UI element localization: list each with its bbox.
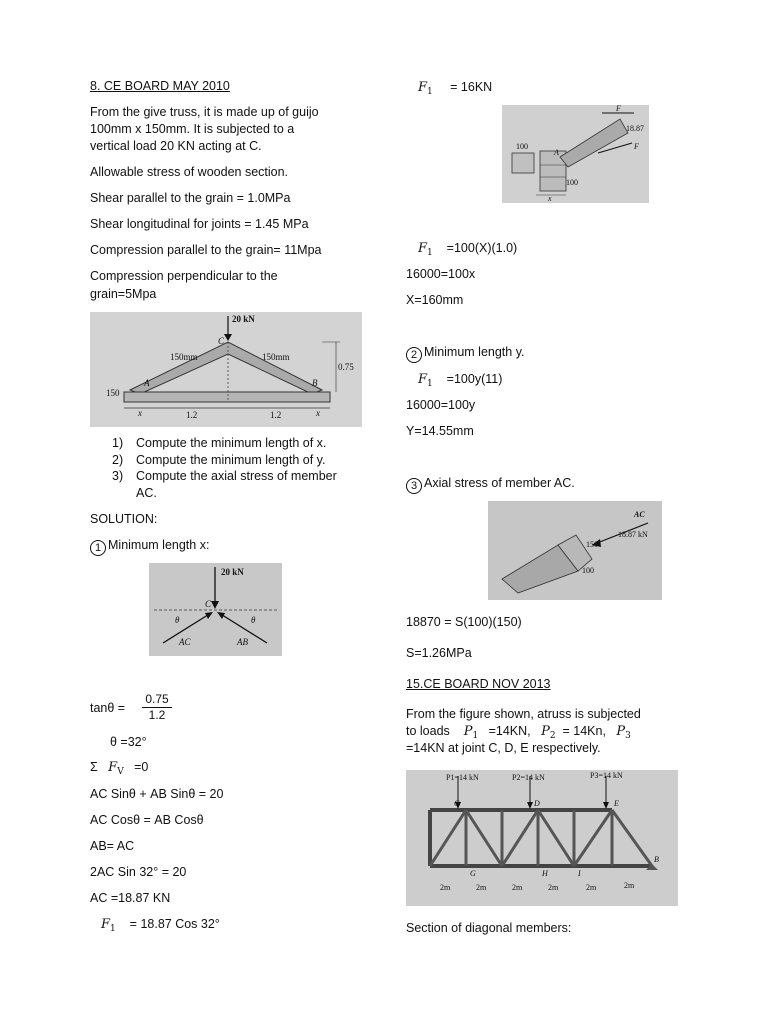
tan-denominator: 1.2 [148,708,166,722]
fig5-b-label: B [654,855,659,864]
fig1-b-label: B [312,378,318,388]
shear-longitudinal-text: Shear longitudinal for joints = 1.45 MPa [90,217,309,231]
solution-heading: SOLUTION: [90,512,158,526]
equation-16000-y: 16000=100y [406,398,476,412]
problem-15-intro: From the figure shown, atruss is subjected [406,707,641,721]
fig3-f1b-label: F [634,142,639,151]
fig1-x1-label: x [138,408,142,418]
fig3-f1-label: F [616,105,621,113]
fig2-theta1-label: θ [175,615,180,625]
compression-perp-line-1: Compression perpendicular to the [90,269,278,283]
section-diagonal-members: Section of diagonal members: [406,921,572,935]
fig4-force-label: 18.87 kN [618,530,648,539]
fig5-dim-1: 2m [440,883,451,892]
question-2: 2) Compute the minimum length of y. [112,452,326,467]
question-1: 1) Compute the minimum length of x. [112,436,327,450]
fig5-dim-5: 2m [586,883,597,892]
y-result: Y=14.55mm [406,424,474,438]
stress-equation: 18870 = S(100)(150) [406,615,522,629]
intro-line-3: vertical load 20 KN acting at C. [90,139,262,153]
fig2-theta2-label: θ [251,615,256,625]
equation-3: AB= AC [90,839,135,853]
theta-value: θ =32° [110,735,147,749]
fig5-dim-4: 2m [548,883,559,892]
step-1-heading: 1 Minimum length x: [90,537,209,556]
fig1-width1-label: 150mm [170,352,198,362]
fig3-left100-label: 100 [516,142,528,151]
question-3-cont: AC. [136,485,157,500]
tan-label: tanθ = [90,701,126,715]
fig2-load-label: 20 kN [221,567,244,577]
f1-y-equation: $F_1$ =100y(11) [418,372,503,389]
fig1-load-label: 20 kN [232,314,255,324]
fig3-x-label: x [548,194,552,203]
fig4-150-label: 150 [586,540,598,549]
fig3-angle-label: 18.87 [626,124,644,133]
fig1-a-label: A [144,378,150,388]
question-list [112,435,337,501]
fig1-height-label: 0.75 [338,362,354,372]
fig2-c-label: C [205,599,212,609]
fig5-p2-label: P2=14 kN [512,773,545,782]
step-3-heading: 3 Axial stress of member AC. [406,475,575,494]
fig5-h-label: H [542,869,548,878]
joint-a-figure [502,105,649,203]
fig5-dim-3: 2m [512,883,523,892]
sum-fv-equation: Σ $F_V$ =0 [90,760,149,777]
fig1-side-label: 150 [106,388,120,398]
fig1-width2-label: 150mm [262,352,290,362]
fig5-g-label: G [470,869,476,878]
fig5-c-label: C [454,799,460,808]
tan-numerator: 0.75 [142,692,172,708]
fig2-ac-label: AC [179,637,191,647]
equation-1: AC Sinθ + AB Sinθ = 20 [90,787,224,801]
fig5-i-label: I [578,869,581,878]
equation-16000-x: 16000=100x [406,267,476,281]
member-ac-figure [488,501,662,600]
fig1-span2-label: 1.2 [270,410,282,420]
fig2-ab-label: AB [237,637,248,647]
equation-2: AC Cosθ = AB Cosθ [90,813,204,827]
truss-2-figure [406,770,678,906]
joint-c-figure [149,563,282,656]
fig3-right100-label: 100 [566,178,578,187]
allowable-stress-text: Allowable stress of wooden section. [90,165,289,179]
fig5-p1-label: P1=14 kN [446,773,479,782]
fig1-x2-label: x [316,408,320,418]
fig5-e-label: E [614,799,619,808]
problem-15-loads: to loads $P_1$ =14KN, $P_2 = 14Kn$, $P_3$ [406,724,631,741]
equation-5: AC =18.87 KN [90,891,171,905]
compression-parallel-text: Compression parallel to the grain= 11Mpa [90,243,322,257]
fig5-dim-2: 2m [476,883,487,892]
x-result: X=160mm [406,293,464,307]
fig3-a-label: A [554,148,559,157]
compression-perp-line-2: grain=5Mpa [90,287,157,301]
fig4-ac-label: AC [634,510,645,519]
problem-heading-15: 15.CE BOARD NOV 2013 [406,677,551,691]
tan-fraction [142,692,172,723]
stress-result: S=1.26MPa [406,646,472,660]
problem-heading-8: 8. CE BOARD MAY 2010 [90,79,230,93]
equation-4: 2AC Sin 32° = 20 [90,865,187,879]
truss-figure [90,312,362,427]
fig1-c-label: C [218,336,225,346]
intro-line-2: 100mm x 150mm. It is subjected to a [90,122,295,136]
f1-result: $F_1$ = 16KN [418,80,493,97]
step-2-heading: 2 Minimum length y. [406,344,525,363]
fig5-p3-label: P3=14 kN [590,771,623,780]
shear-parallel-text: Shear parallel to the grain = 1.0MPa [90,191,291,205]
f1-width-equation: $F_1$ =100(X)(1.0) [418,241,518,258]
fig1-span1-label: 1.2 [186,410,198,420]
f1-equation-left: $F_1$ = 18.87 Cos 32° [101,917,220,934]
question-3: 3) Compute the axial stress of member [112,469,337,483]
problem-15-joints: =14KN at joint C, D, E respectively. [406,741,601,755]
fig5-d-label: D [534,799,540,808]
fig5-dim-6: 2m [624,881,635,890]
intro-line-1: From the give truss, it is made up of guijo [90,105,319,119]
fig4-100-label: 100 [582,566,594,575]
